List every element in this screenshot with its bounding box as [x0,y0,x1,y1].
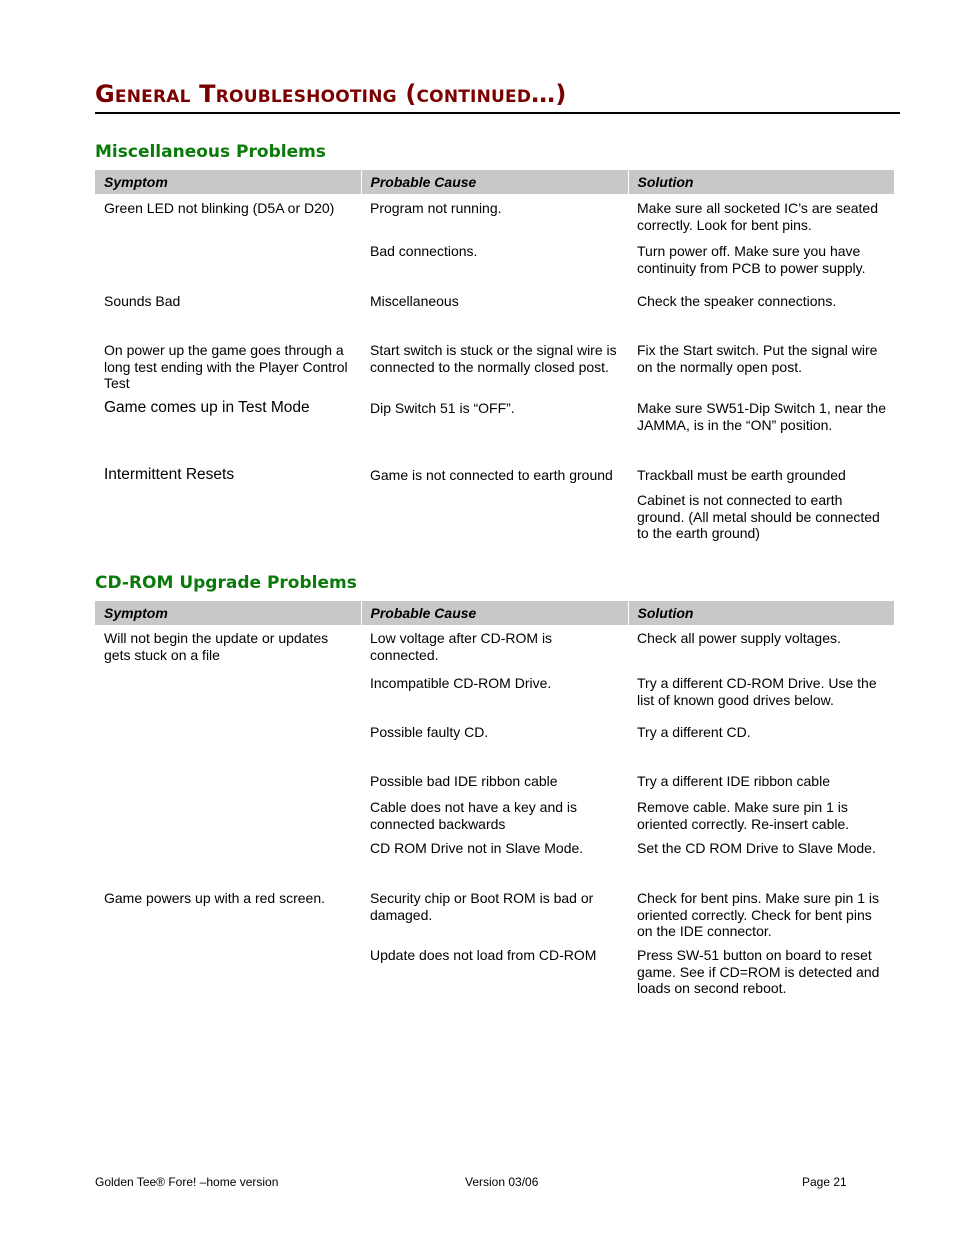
column-header-symptom: Symptom [95,601,361,625]
cause-cell: Cable does not have a key and is connected backwards [370,799,578,832]
table-row [95,799,894,840]
table-row [95,293,894,342]
symptom-cell: Intermittent Resets [104,466,235,483]
solution-cell: Trackball must be earth grounded [637,467,846,483]
table-header-row [95,170,894,194]
symptom-cell: On power up the game goes through a long test ending with the Player Control Test [104,342,348,391]
cause-cell [361,492,628,542]
column-header-solution: Solution [628,170,894,194]
cause-cell: Possible faulty CD. [370,724,489,740]
misc-heading: Miscellaneous Problems [95,142,326,162]
misc-table [95,170,894,542]
solution-cell: Remove cable. Make sure pin 1 is oriented correctly. Re-insert cable. [637,799,850,832]
table-row [95,773,894,799]
symptom-cell [95,840,361,890]
symptom-cell: Sounds Bad [104,293,181,309]
table-row [95,243,894,293]
footer-center: Version 03/06 [465,1175,539,1189]
symptom-cell [95,799,361,840]
cause-cell: Miscellaneous [370,293,459,309]
table-row [95,947,894,997]
solution-cell: Try a different CD. [637,724,751,740]
symptom-cell [95,724,361,773]
footer-left: Golden Tee® Fore! –home version [95,1175,279,1189]
table-row [95,675,894,724]
cdrom-table [95,601,894,997]
title-rule [95,112,900,114]
cause-cell: Game is not connected to earth ground [370,467,613,483]
table-row [95,625,894,675]
symptom-cell [95,773,361,799]
symptom-cell [95,243,361,293]
table-row [95,840,894,890]
symptom-cell [95,947,361,997]
cause-cell: Security chip or Boot ROM is bad or damaged. [370,890,594,923]
cause-cell: CD ROM Drive not in Slave Mode. [370,840,584,856]
table-row [95,342,894,400]
table-row [95,194,894,243]
table-row [95,400,894,467]
column-header-cause: Probable Cause [361,601,628,625]
solution-cell: Fix the Start switch. Put the signal wire on the normally open post. [637,342,878,375]
table-row [95,724,894,773]
solution-cell: Check the speaker connections. [637,293,837,309]
symptom-cell: Green LED not blinking (D5A or D20) [104,200,335,216]
column-header-symptom: Symptom [95,170,361,194]
solution-cell: Make sure all socketed IC’s are seated correctly. Look for bent pins. [637,200,878,233]
cause-cell: Start switch is stuck or the signal wire is connected to the normally closed post. [370,342,617,375]
solution-cell: Try a different IDE ribbon cable [637,773,830,789]
cause-cell: Possible bad IDE ribbon cable [370,773,558,789]
symptom-cell [95,492,361,542]
solution-cell: Make sure SW51-Dip Switch 1, near the JAMMA, is in the “ON” position. [637,400,886,433]
page-title: General Troubleshooting (continued…) [95,80,567,108]
solution-cell: Try a different CD-ROM Drive. Use the list of known good drives below. [637,675,877,708]
cause-cell: Bad connections. [370,243,478,259]
symptom-cell: Will not begin the update or updates gets stuck on a file [104,630,329,663]
cause-cell: Dip Switch 51 is “OFF”. [370,400,515,416]
cause-cell: Update does not load from CD-ROM [370,947,597,963]
table-row [95,890,894,947]
solution-cell: Cabinet is not connected to earth ground. (All metal should be connected to the earth ground) [637,492,880,541]
solution-cell: Set the CD ROM Drive to Slave Mode. [637,840,876,856]
symptom-cell [95,675,361,724]
footer-page-number: Page 21 [802,1175,847,1189]
cause-cell: Incompatible CD-ROM Drive. [370,675,552,691]
table-header-row [95,601,894,625]
solution-cell: Turn power off. Make sure you have continuity from PCB to power supply. [637,243,866,276]
table-row [95,492,894,542]
column-header-solution: Solution [628,601,894,625]
symptom-cell: Game powers up with a red screen. [104,890,325,906]
solution-cell: Check all power supply voltages. [637,630,841,646]
cause-cell: Program not running. [370,200,502,216]
column-header-cause: Probable Cause [361,170,628,194]
table-row [95,467,894,492]
solution-cell: Press SW-51 button on board to reset game. See if CD=ROM is detected and loads on second reboot. [637,947,880,996]
symptom-cell: Game comes up in Test Mode [104,399,310,416]
cause-cell: Low voltage after CD-ROM is connected. [370,630,553,663]
cdrom-heading: CD-ROM Upgrade Problems [95,573,357,593]
solution-cell: Check for bent pins. Make sure pin 1 is oriented correctly. Check for bent pins on the IDE connector. [637,890,880,939]
